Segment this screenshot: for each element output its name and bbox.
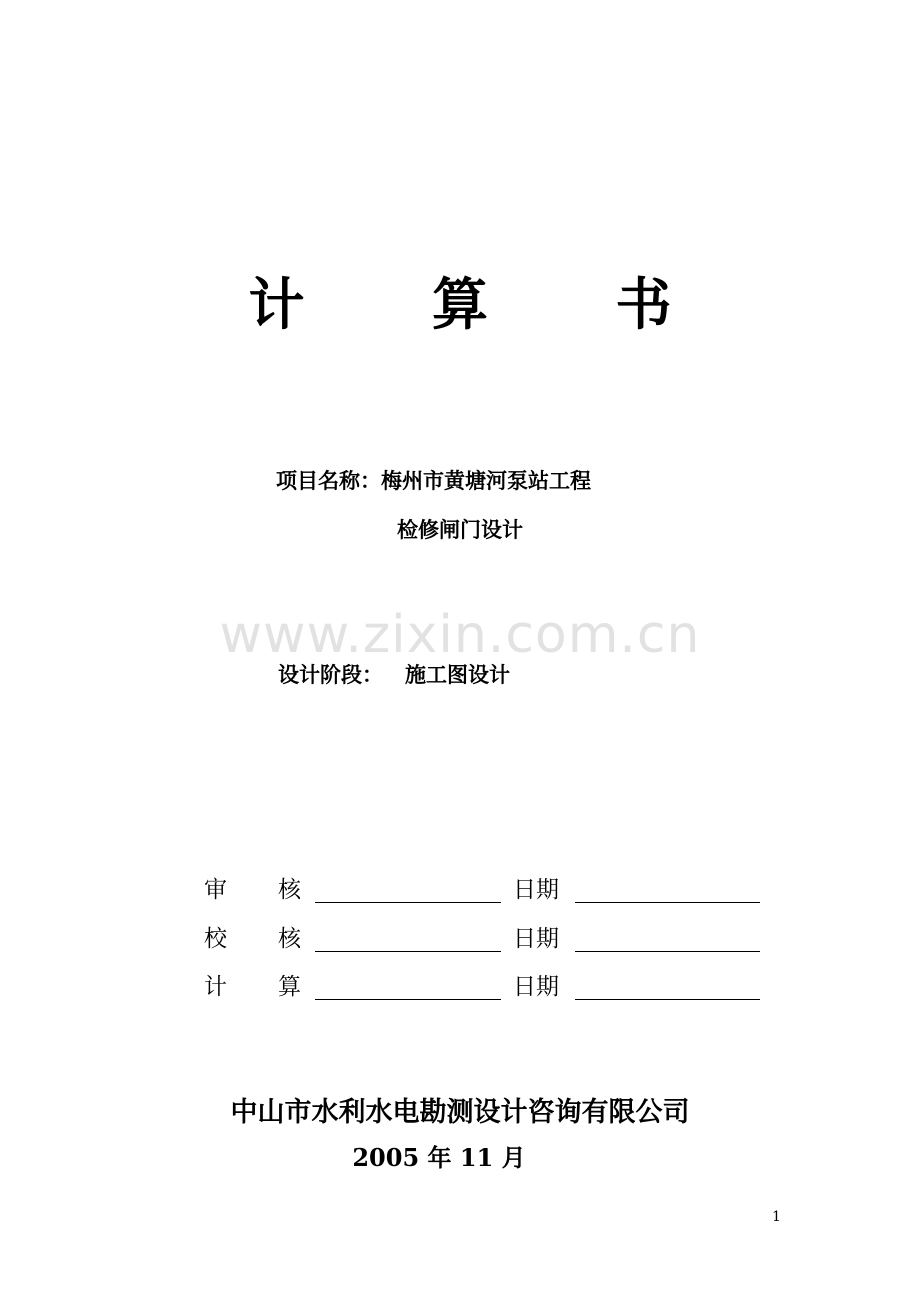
- role-char-1: 计: [204, 974, 227, 1000]
- project-label: 项目名称：: [276, 468, 381, 493]
- company-name: 中山市水利水电勘测设计咨询有限公司: [230, 1097, 690, 1128]
- page-number: 1: [772, 1209, 781, 1225]
- date-line: [575, 951, 760, 952]
- signature-line: [315, 951, 501, 952]
- date-line: [575, 902, 760, 903]
- project-subtitle: 检修闸门设计: [397, 517, 523, 542]
- role-char-1: 审: [204, 877, 227, 903]
- design-stage-row: [278, 660, 510, 690]
- project-name: 梅州市黄塘河泵站工程: [381, 468, 591, 493]
- document-title: 计 算 书: [248, 273, 726, 338]
- signature-line: [315, 999, 501, 1000]
- date-label: 日期: [513, 877, 559, 903]
- stage-value: 施工图设计: [405, 662, 510, 687]
- date-label: 日期: [513, 974, 559, 1000]
- signature-row-calculate: [204, 970, 764, 1004]
- stage-label: 设计阶段：: [278, 662, 383, 687]
- role-char-2: 核: [278, 877, 301, 903]
- date-line: [575, 999, 760, 1000]
- signature-row-check: [204, 922, 764, 956]
- role-char-1: 校: [204, 926, 227, 952]
- signature-line: [315, 902, 501, 903]
- role-char-2: 核: [278, 926, 301, 952]
- date-label: 日期: [513, 926, 559, 952]
- project-name-row: [276, 466, 591, 496]
- signature-row-review: [204, 873, 764, 907]
- issue-date: 2005 年 11 月: [352, 1143, 526, 1172]
- role-char-2: 算: [278, 974, 301, 1000]
- watermark: www.zixin.com.cn: [219, 605, 701, 665]
